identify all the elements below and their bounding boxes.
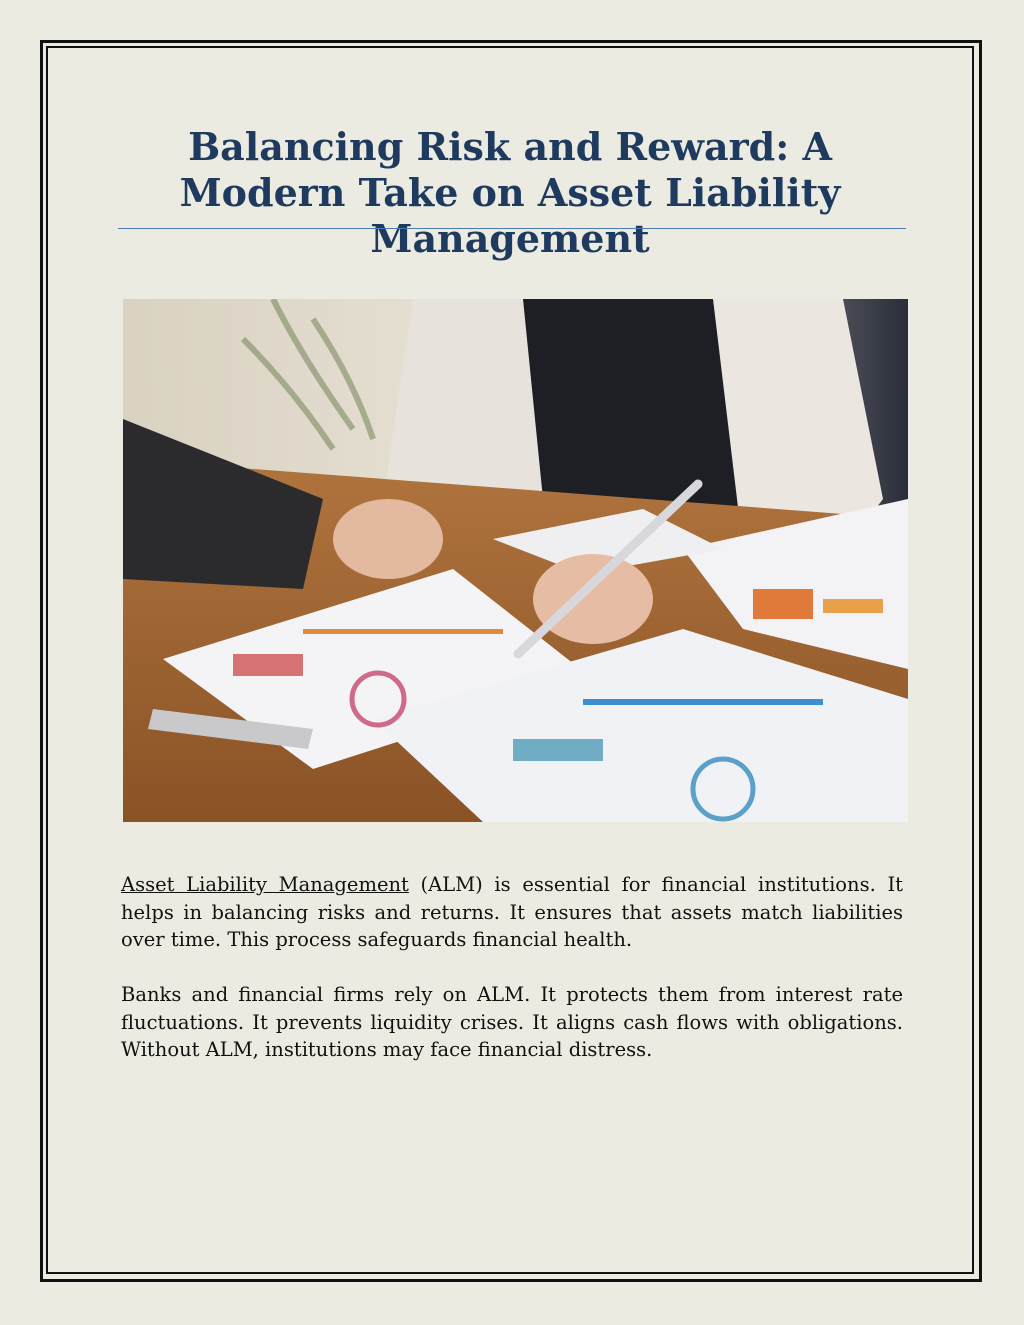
hero-photo [123, 299, 908, 822]
alm-link[interactable]: Asset Liability Management [121, 873, 409, 896]
title-underline [118, 228, 906, 229]
intro-paragraph [121, 871, 903, 954]
page-title: Balancing Risk and Reward: A Modern Take on Asset Liability Management [179, 124, 841, 261]
body-paragraph: Banks and financial firms rely on ALM. It protects them from interest rate fluctuations. It prevents liquidity crises. It aligns cash flows with obligations. Without ALM, institutions may face financial distress. [121, 983, 903, 1061]
intro-paragraph-text: (ALM) is essential for financial institutions. It helps in balancing risks and returns. It ensures that assets match liabilities over time. This process safeguards financial health. [121, 873, 904, 951]
